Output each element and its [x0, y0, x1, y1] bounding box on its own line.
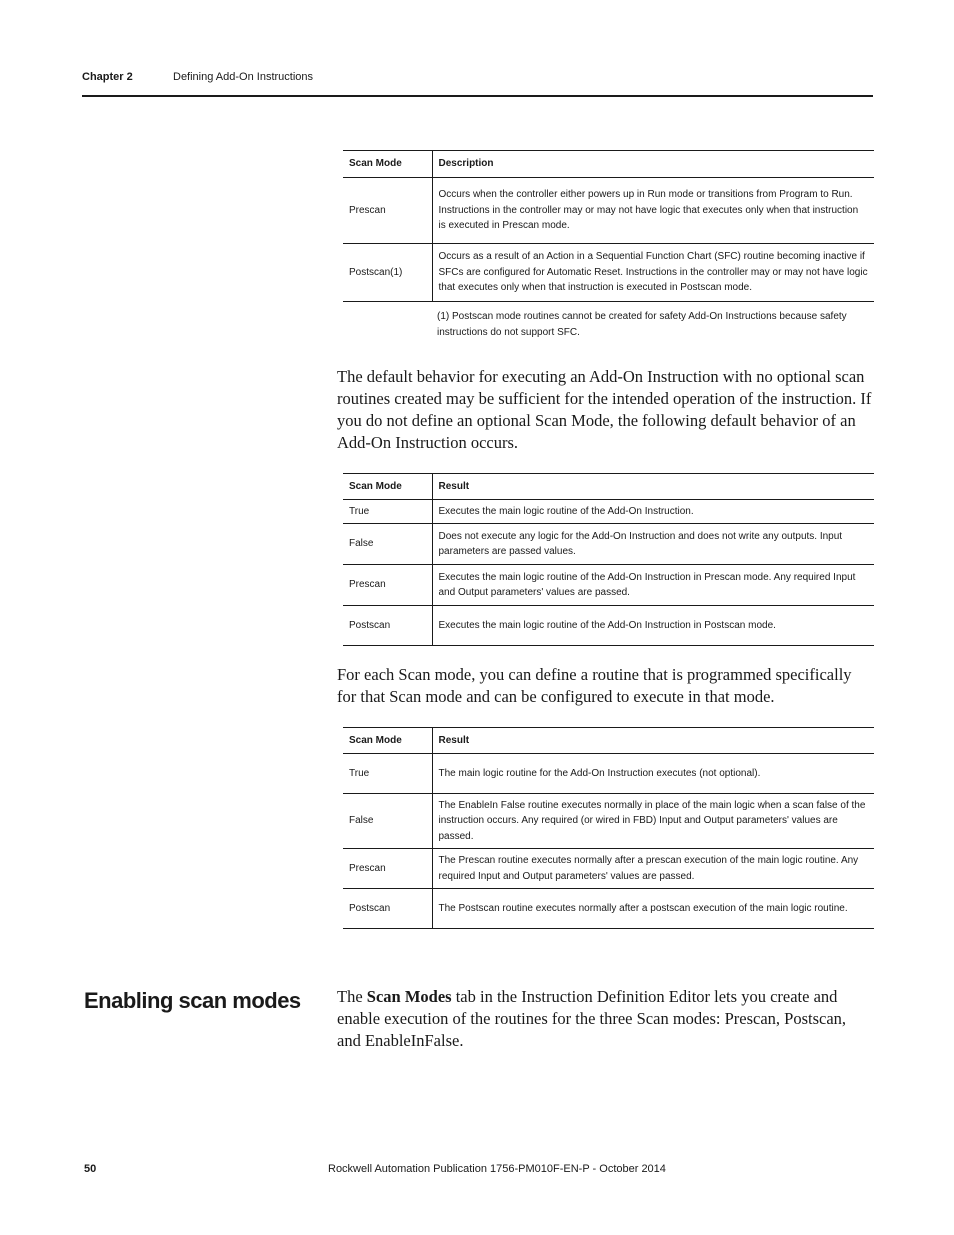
default-scan-mode-result-table [343, 473, 874, 646]
table-row [343, 606, 874, 646]
table-header-row [343, 728, 874, 754]
result-cell: The Postscan routine executes normally after a postscan execution of the main logic routine. [438, 902, 848, 914]
table-row [343, 244, 874, 302]
result-cell: Does not execute any logic for the Add-On Instruction and does not write any outputs. Input parameters are passed values. [438, 530, 843, 557]
description-cell: Occurs when the controller either powers up in Run mode or transitions from Program to Run. Instructions in the controller may or may not have logic that executes only when that instruction is executed in Prescan mode. [438, 189, 859, 232]
scan-mode-cell: False [343, 524, 432, 565]
scan-mode-routine-result-table [343, 727, 874, 929]
chapter-title: Defining Add-On Instructions [173, 71, 314, 83]
result-cell: The Prescan routine executes normally after a prescan execution of the main logic routine. Any required Input and Output parameters' values are passed. [438, 855, 859, 882]
scan-mode-cell: True [343, 500, 432, 524]
chapter-label: Chapter 2 [82, 71, 133, 83]
scan-mode-routine-paragraph: For each Scan mode, you can define a routine that is programmed specifically for that Scan mode and can be configured to execute in that mode. [337, 665, 852, 706]
column-header-result: Result [438, 480, 470, 492]
scan-mode-cell: Prescan [343, 849, 432, 889]
default-behavior-paragraph: The default behavior for executing an Add-On Instruction with no optional scan routines created may be sufficient for the intended operation of the instruction. If you do not define an optional Scan Mode, the following default behavior of an Add-On Instruction occurs. [337, 367, 872, 452]
column-header-scan-mode: Scan Mode [343, 728, 432, 754]
scan-mode-cell: Prescan [343, 178, 432, 244]
section-heading: Enabling scan modes [84, 988, 301, 1013]
scan-mode-description-table [343, 150, 874, 302]
column-header-scan-mode: Scan Mode [343, 151, 432, 178]
table-row [343, 178, 874, 244]
scan-mode-cell: Postscan(1) [343, 244, 432, 302]
scan-mode-cell: Postscan [343, 889, 432, 929]
page-number: 50 [84, 1163, 97, 1175]
scan-mode-cell: Postscan [343, 606, 432, 646]
table-row [343, 565, 874, 606]
column-header-description: Description [438, 158, 494, 170]
result-cell: Executes the main logic routine of the Add-On Instruction in Prescan mode. Any required Input and Output parameters' values are passed. [438, 571, 856, 598]
table-row [343, 524, 874, 565]
result-cell: Executes the main logic routine of the Add-On Instruction. [438, 505, 694, 517]
table-row [343, 849, 874, 889]
table-row [343, 500, 874, 524]
table-row [343, 889, 874, 929]
scan-mode-cell: False [343, 794, 432, 849]
section-paragraph-suffix: tab in the Instruction Definition Editor lets you create and enable execution of the routines for the three Scan modes: Prescan, Postscan, and EnableInFalse. [337, 987, 847, 1050]
table-footnote: (1) Postscan mode routines cannot be created for safety Add-On Instructions because safety instructions do not support SFC. [437, 311, 847, 338]
description-cell: Occurs as a result of an Action in a Sequential Function Chart (SFC) routine becoming inactive if SFCs are configured for Automatic Reset. Instructions in the controller may or may not have logic that executes only when that instruction is executed in Postscan mode. [438, 251, 868, 294]
scan-mode-cell: Prescan [343, 565, 432, 606]
section-paragraph-prefix: The [337, 987, 367, 1006]
header-rule [82, 95, 873, 97]
result-cell: Executes the main logic routine of the Add-On Instruction in Postscan mode. [438, 619, 776, 631]
column-header-result: Result [438, 734, 470, 746]
table-header-row [343, 474, 874, 500]
table-header-row [343, 151, 874, 178]
table-row [343, 754, 874, 794]
table-row [343, 794, 874, 849]
result-cell: The main logic routine for the Add-On Instruction executes (not optional). [438, 767, 761, 779]
section-paragraph [337, 986, 872, 1052]
column-header-scan-mode: Scan Mode [343, 474, 432, 500]
result-cell: The EnableIn False routine executes normally in place of the main logic when a scan false of the instruction occurs. Any required (or wired in FBD) Input and Output parameters' values are passed. [438, 799, 866, 842]
publication-info: Rockwell Automation Publication 1756-PM010F-EN-P - October 2014 [328, 1163, 666, 1175]
scan-modes-tab-name: Scan Modes [366, 987, 452, 1006]
scan-mode-cell: True [343, 754, 432, 794]
